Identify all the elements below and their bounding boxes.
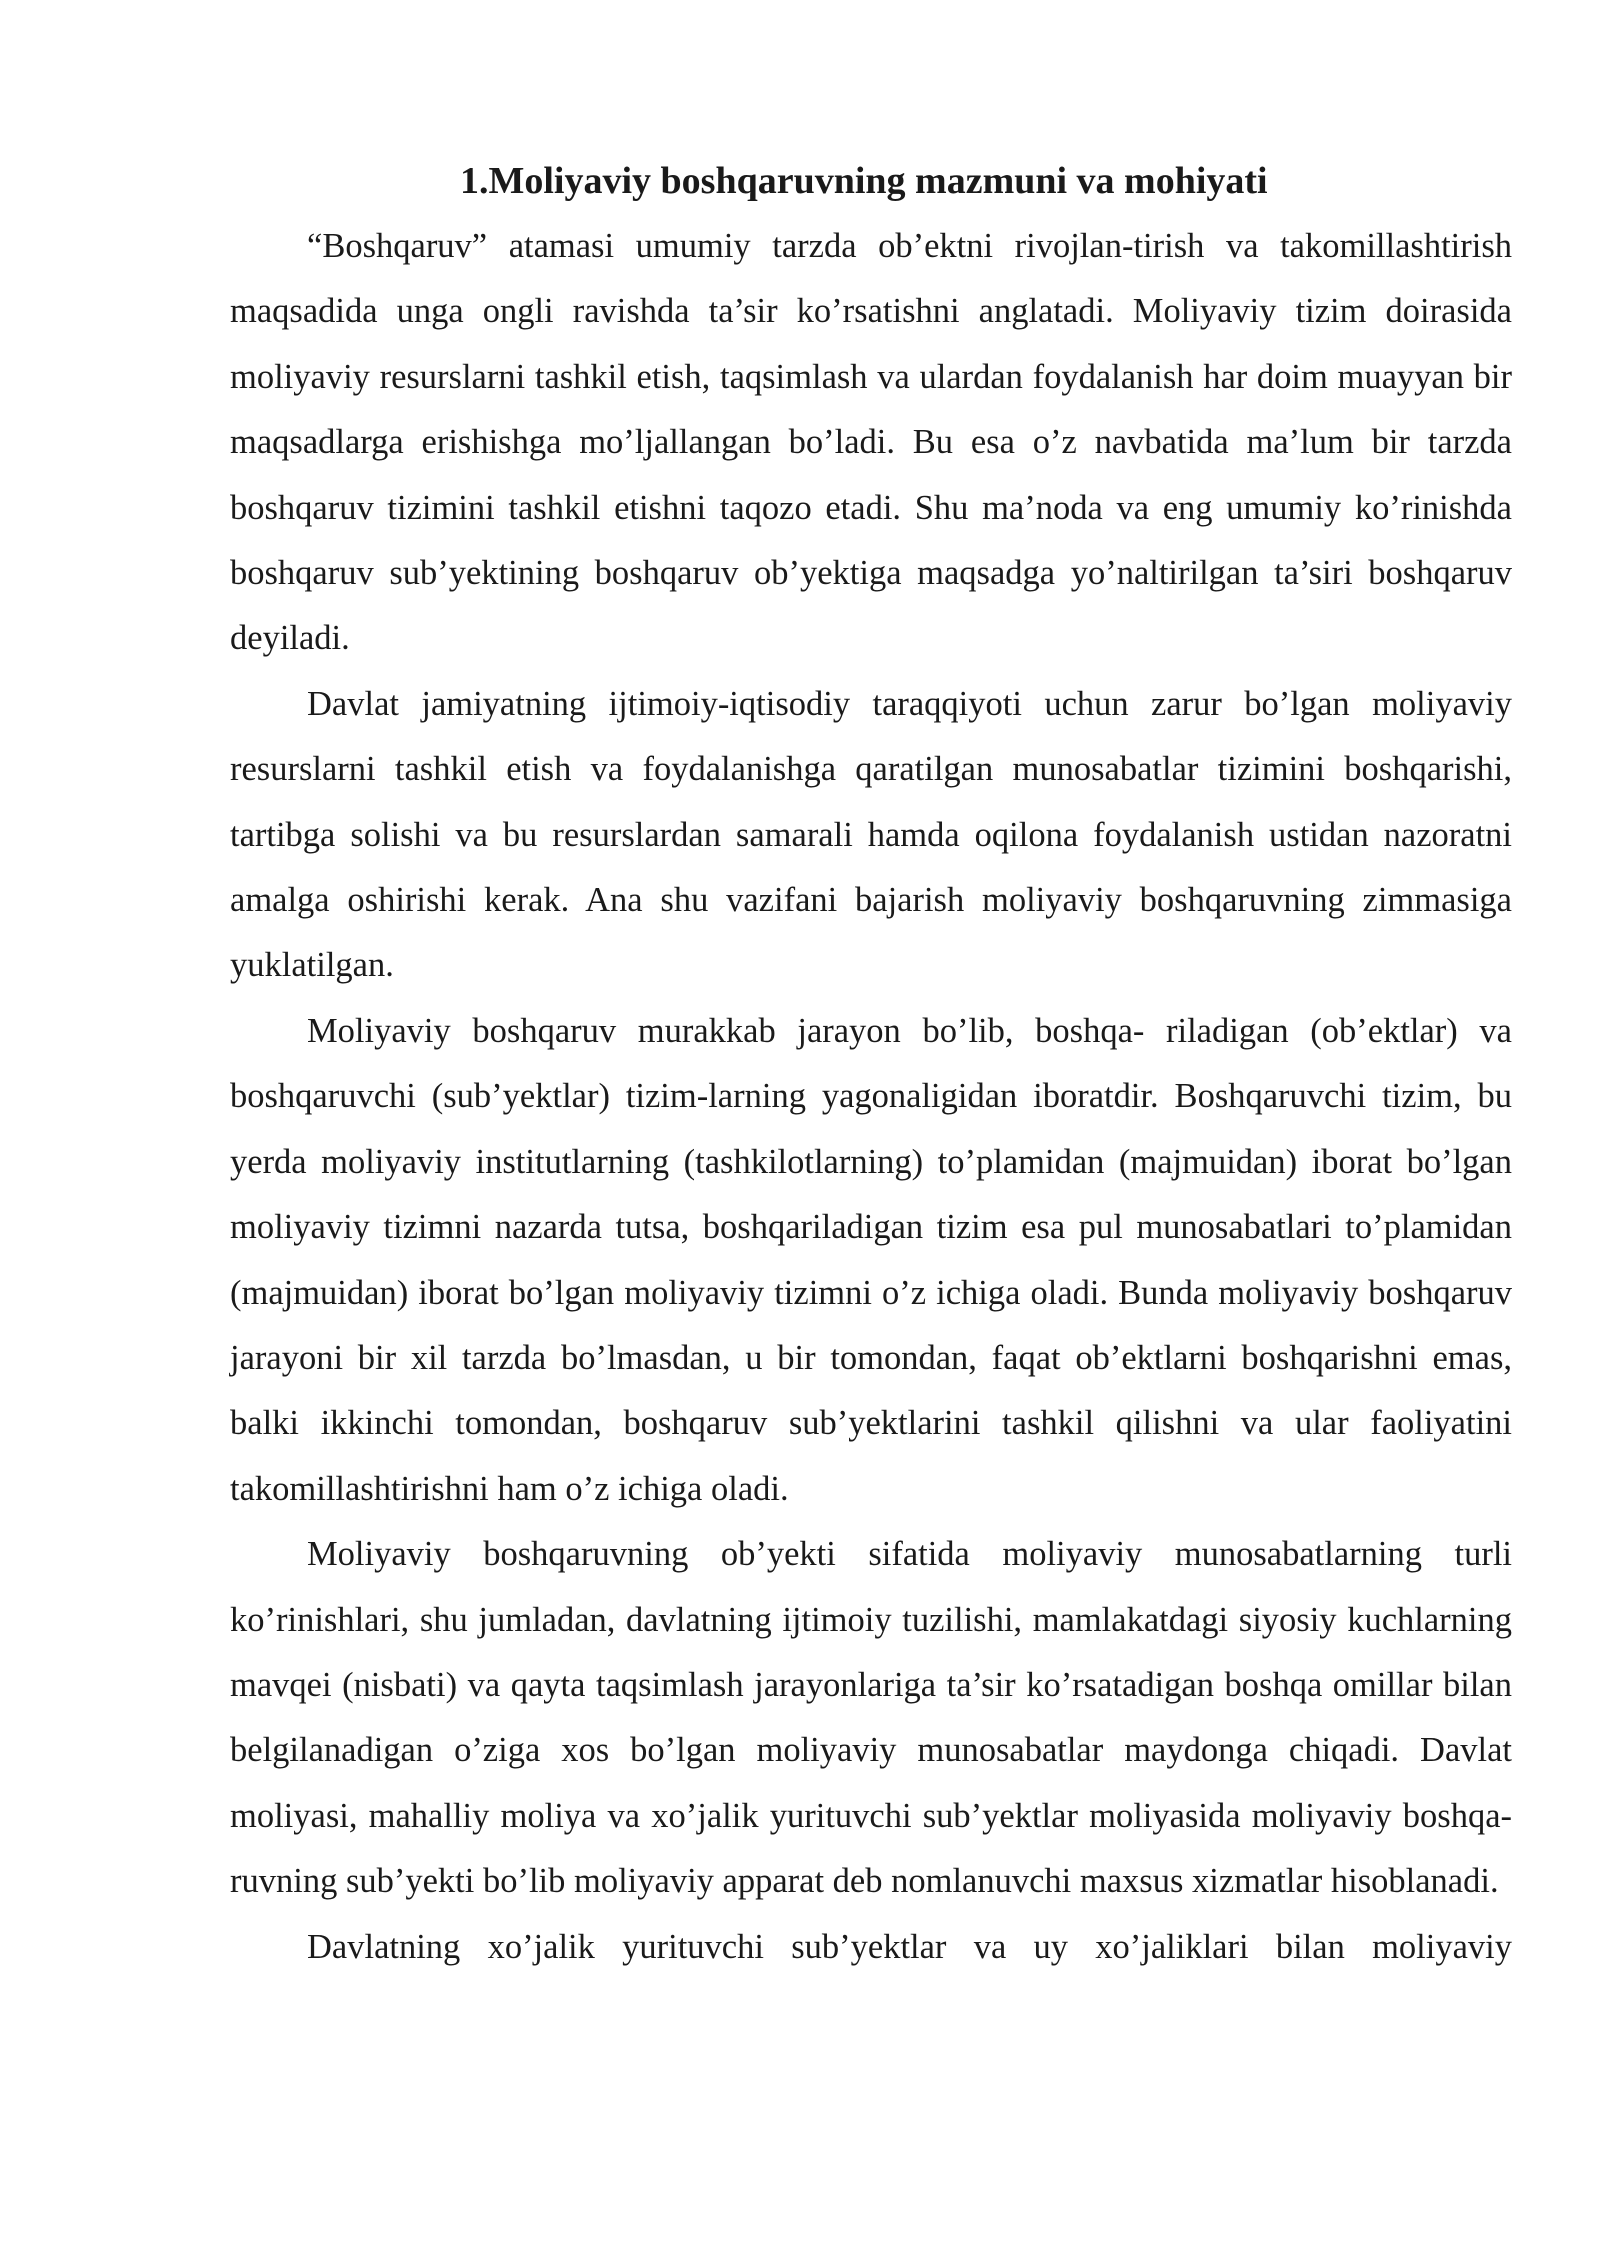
- document-page: [230, 148, 1512, 1980]
- document-title: 1.Moliyaviy boshqaruvning mazmuni va mohiyati: [460, 160, 1268, 202]
- paragraph-2: Davlat jamiyatning ijtimoiy-iqtisodiy taraqqiyoti uchun zarur bo’lgan moliyaviy resurslarni tashkil etish va foydalanishga qaratilgan munosabatlar tizimini boshqarishi, tartibga solishi va bu resurslardan samarali hamda oqilona foydalanish ustidan nazoratni amalga oshirishi kerak. Ana shu vazifani bajarish moliyaviy boshqaruvning zimmasiga yuklatilgan.: [230, 684, 1512, 985]
- paragraph-4: Moliyaviy boshqaruvning ob’yekti sifatida moliyaviy munosabatlarning turli ko’rinishlari, shu jumladan, davlatning ijtimoiy tuzilishi, mamlakatdagi siyosiy kuchlarning mavqei (nisbati) va qayta taqsimlash jarayonlariga ta’sir ko’rsatadigan boshqa omillar bilan belgilanadigan o’ziga xos bo’lgan moliyaviy munosabatlar maydonga chiqadi. Davlat moliyasi, mahalliy moliya va xo’jalik yurituvchi sub’yektlar moliyasida moliyaviy boshqa-ruvning sub’yekti bo’lib moliyaviy apparat deb nomlanuvchi maxsus xizmatlar hisoblanadi.: [230, 1535, 1512, 1901]
- paragraph-1: “Boshqaruv” atamasi umumiy tarzda ob’ektni rivojlan-tirish va takomillashtirish maqsadida unga ongli ravishda ta’sir ko’rsatishni anglatadi. Moliyaviy tizim doirasida moliyaviy resurslarni tashkil etish, taqsimlash va ulardan foydalanish har doim muayyan bir maqsadlarga erishishga mo’ljallangan bo’ladi. Bu esa o’z navbatida ma’lum bir tarzda boshqaruv tizimini tashkil etishni taqozo etadi. Shu ma’noda va eng umumiy ko’rinishda boshqaruv sub’yektining boshqaruv ob’yektiga maqsadga yo’naltirilgan ta’siri boshqaruv deyiladi.: [230, 227, 1512, 658]
- paragraph-5: Davlatning xo’jalik yurituvchi sub’yektlar va uy xo’jaliklari bilan moliyaviy: [307, 1927, 1512, 1966]
- paragraph-3: Moliyaviy boshqaruv murakkab jarayon bo’lib, boshqa- riladigan (ob’ektlar) va boshqaruvchi (sub’yektlar) tizim-larning yagonaligidan iboratdir. Boshqaruvchi tizim, bu yerda moliyaviy institutlarning (tashkilotlarning) to’plamidan (majmuidan) iborat bo’lgan moliyaviy tizimni nazarda tutsa, boshqariladigan tizim esa pul munosabatlari to’plamidan (majmuidan) iborat bo’lgan moliyaviy tizimni o’z ichiga oladi. Bunda moliyaviy boshqaruv jarayoni bir xil tarzda bo’lmasdan, u bir tomondan, faqat ob’ektlarni boshqarishni emas, balki ikkinchi tomondan, boshqaruv sub’yektlarini tashkil qilishni va ular faoliyatini takomillashtirishni ham o’z ichiga oladi.: [230, 1011, 1512, 1508]
